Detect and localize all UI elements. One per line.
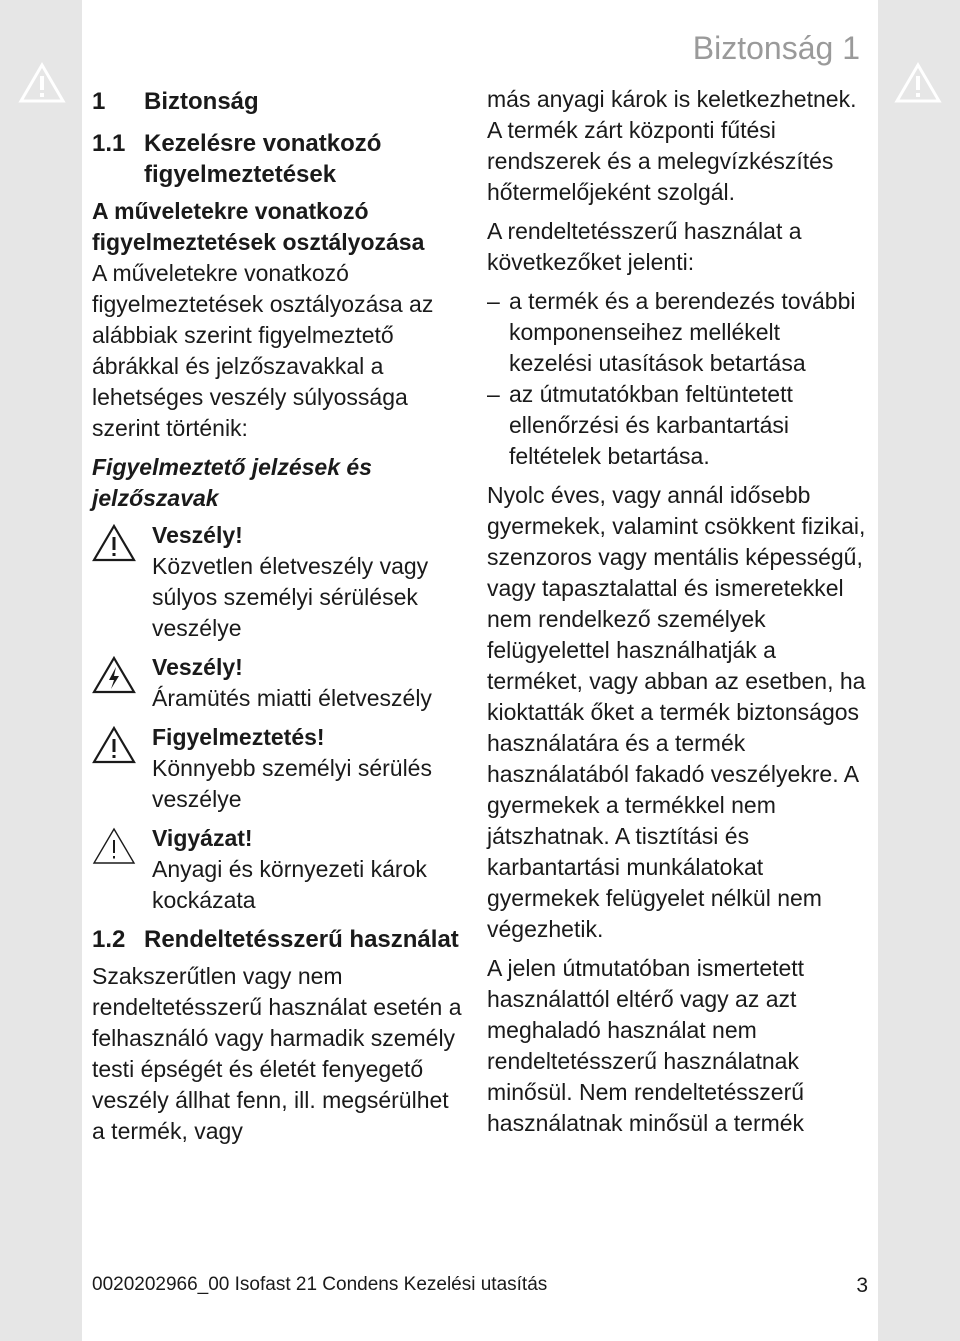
paragraph: A jelen útmutatóban ismertetett használattól eltérő vagy az azt meghaladó használat nem rendeltetésszerű használatnak minősül. Nem rendeltetésszerű használatnak minősül a termék (487, 955, 805, 1136)
chapter-title: Biztonság (144, 88, 259, 115)
chapter-number: 1 (92, 88, 106, 115)
dash-marker: – (487, 288, 500, 314)
warning-title: Vigyázat! (152, 825, 253, 851)
caution-triangle-icon (92, 827, 136, 865)
section-heading-1-1 (92, 128, 464, 190)
right-column (487, 84, 869, 1139)
warning-danger (92, 520, 464, 644)
doc-info: 0020202966_00 Isofast 21 Condens Kezelési utasítás (92, 1274, 548, 1295)
subheading: A műveletekre vonatkozó figyelmeztetések osztályozása (92, 198, 425, 255)
warning-triangle-icon (92, 726, 136, 764)
warning-text: Áramütés miatti életveszély (152, 685, 432, 711)
page-number: 3 (856, 1274, 868, 1297)
usage-list (487, 286, 869, 472)
warning-title: Veszély! (152, 654, 243, 680)
warning-text: Könnyebb személyi sérülés veszélye (152, 755, 432, 812)
chapter-heading (92, 86, 464, 117)
intro-paragraph: A műveletekre vonatkozó figyelmeztetések osztályozása az alábbiak szerint figyelmeztető ábrákkal és jelzőszavakkal a lehetséges veszély súlyossága szerint történik: (92, 260, 434, 441)
paragraph: más anyagi károk is keletkezhetnek. (487, 86, 857, 112)
list-item-text: az útmutatókban feltüntetett ellenőrzési és karbantartási feltételek betartása. (509, 381, 793, 469)
left-column (92, 84, 464, 1147)
warning-triangle-icon (894, 62, 942, 104)
section-paragraph: Szakszerűtlen vagy nem rendeltetésszerű használat esetén a felhasználó vagy harmadik személy testi épségét és életét fenyegető veszély állhat fenn, ill. megsérülhet a termék, vagy (92, 963, 462, 1144)
warning-electric (92, 652, 464, 714)
paragraph: A rendeltetésszerű használat a következőket jelenti: (487, 218, 802, 275)
warning-title: Figyelmeztetés! (152, 724, 325, 750)
section-heading-1-2 (92, 924, 464, 955)
warning-title: Veszély! (152, 522, 243, 548)
warning-text: Közvetlen életveszély vagy súlyos személyi sérülések veszélye (152, 553, 429, 641)
running-header: Biztonság 1 (692, 30, 860, 66)
warning-triangle-icon (18, 62, 66, 104)
section-title: Kezelésre vonatkozó figyelmeztetések (144, 130, 382, 188)
right-margin-band (878, 0, 960, 1341)
section-number: 1.2 (92, 926, 126, 953)
paragraph: Nyolc éves, vagy annál idősebb gyermekek, valamint csökkent fizikai, szenzoros vagy mentális képességű, vagy tapasztalattal és ismeretekkel nem rendelkező személyek felügyelettel használhatják a terméket, vagy abban az esetben, ha kioktatták őket a termék biztonságos használatára és a termék használatából fakadó veszélyekre. A gyermekek a termékkel nem játszhatnak. A tisztítási és karbantartási munkálatokat gyermekek felügyelet nélkül nem végezhetik. (487, 482, 866, 942)
section-number: 1.1 (92, 130, 126, 157)
list-item (487, 286, 869, 379)
signs-heading: Figyelmeztető jelzések és jelzőszavak (92, 454, 372, 511)
paragraph: A termék zárt központi fűtési rendszerek és a melegvízkészítés hőtermelőjeként szolgál. (487, 117, 834, 205)
dash-marker: – (487, 381, 500, 407)
list-item-text: a termék és a berendezés további komponenseihez mellékelt kezelési utasítások betartása (509, 288, 856, 376)
section-title: Rendeltetésszerű használat (144, 926, 459, 953)
electric-shock-icon (92, 656, 136, 694)
warning-triangle-icon (92, 524, 136, 562)
warning-text: Anyagi és környezeti károk kockázata (152, 856, 427, 913)
left-margin-band (0, 0, 82, 1341)
warning-notice (92, 823, 464, 916)
page-footer (92, 1274, 868, 1298)
warning-caution (92, 722, 464, 815)
list-item (487, 379, 869, 472)
